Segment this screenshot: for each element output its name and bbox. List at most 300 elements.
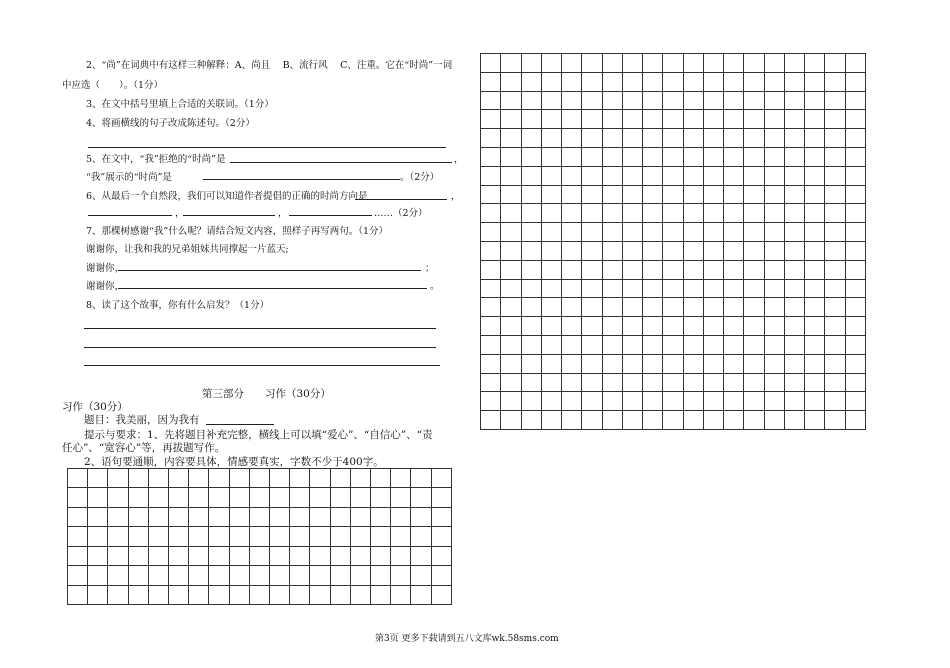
grid-cell[interactable] [764, 411, 784, 430]
grid-cell[interactable] [683, 298, 703, 317]
grid-cell[interactable] [825, 241, 845, 260]
grid-cell[interactable] [663, 204, 683, 223]
grid-cell[interactable] [784, 411, 804, 430]
grid-cell[interactable] [68, 507, 88, 526]
grid-cell[interactable] [562, 335, 582, 354]
grid-cell[interactable] [602, 204, 622, 223]
grid-cell[interactable] [602, 129, 622, 148]
grid-cell[interactable] [724, 260, 744, 279]
grid-cell[interactable] [562, 279, 582, 298]
grid-cell[interactable] [825, 166, 845, 185]
grid-cell[interactable] [541, 204, 561, 223]
grid-cell[interactable] [805, 317, 825, 336]
grid-cell[interactable] [663, 260, 683, 279]
grid-cell[interactable] [371, 585, 391, 604]
grid-cell[interactable] [663, 279, 683, 298]
grid-cell[interactable] [724, 279, 744, 298]
grid-cell[interactable] [845, 392, 866, 411]
grid-cell[interactable] [88, 469, 108, 488]
grid-cell[interactable] [805, 354, 825, 373]
grid-cell[interactable] [845, 354, 866, 373]
grid-cell[interactable] [521, 91, 541, 110]
grid-cell[interactable] [148, 566, 168, 585]
grid-cell[interactable] [148, 507, 168, 526]
grid-cell[interactable] [501, 72, 521, 91]
grid-cell[interactable] [562, 354, 582, 373]
grid-cell[interactable] [108, 507, 128, 526]
grid-cell[interactable] [764, 72, 784, 91]
grid-cell[interactable] [270, 546, 290, 565]
grid-cell[interactable] [148, 469, 168, 488]
grid-cell[interactable] [805, 373, 825, 392]
grid-cell[interactable] [521, 241, 541, 260]
grid-cell[interactable] [683, 317, 703, 336]
grid-cell[interactable] [744, 260, 764, 279]
grid-cell[interactable] [663, 317, 683, 336]
grid-cell[interactable] [703, 373, 723, 392]
grid-cell[interactable] [562, 241, 582, 260]
q7-answer-line-1[interactable] [118, 270, 421, 271]
grid-cell[interactable] [703, 204, 723, 223]
grid-cell[interactable] [350, 469, 370, 488]
grid-cell[interactable] [784, 204, 804, 223]
grid-cell[interactable] [825, 354, 845, 373]
grid-cell[interactable] [411, 585, 431, 604]
grid-cell[interactable] [784, 241, 804, 260]
grid-cell[interactable] [825, 72, 845, 91]
grid-cell[interactable] [724, 411, 744, 430]
grid-cell[interactable] [703, 110, 723, 129]
grid-cell[interactable] [663, 373, 683, 392]
grid-cell[interactable] [411, 546, 431, 565]
grid-cell[interactable] [663, 166, 683, 185]
grid-cell[interactable] [582, 241, 602, 260]
grid-cell[interactable] [411, 566, 431, 585]
grid-cell[interactable] [663, 392, 683, 411]
grid-cell[interactable] [541, 147, 561, 166]
grid-cell[interactable] [663, 354, 683, 373]
grid-cell[interactable] [68, 585, 88, 604]
grid-cell[interactable] [209, 469, 229, 488]
grid-cell[interactable] [663, 298, 683, 317]
grid-cell[interactable] [521, 298, 541, 317]
grid-cell[interactable] [683, 223, 703, 242]
grid-cell[interactable] [845, 185, 866, 204]
grid-cell[interactable] [845, 241, 866, 260]
grid-cell[interactable] [825, 260, 845, 279]
grid-cell[interactable] [724, 129, 744, 148]
grid-cell[interactable] [643, 411, 663, 430]
grid-cell[interactable] [501, 185, 521, 204]
grid-cell[interactable] [805, 91, 825, 110]
grid-cell[interactable] [622, 72, 642, 91]
grid-cell[interactable] [169, 507, 189, 526]
q8-answer-line-2[interactable] [84, 347, 436, 348]
grid-cell[interactable] [805, 166, 825, 185]
grid-cell[interactable] [249, 546, 269, 565]
grid-cell[interactable] [189, 507, 209, 526]
grid-cell[interactable] [249, 488, 269, 507]
grid-cell[interactable] [582, 335, 602, 354]
grid-cell[interactable] [703, 147, 723, 166]
grid-cell[interactable] [481, 392, 501, 411]
grid-cell[interactable] [784, 354, 804, 373]
grid-cell[interactable] [481, 129, 501, 148]
grid-cell[interactable] [562, 411, 582, 430]
grid-cell[interactable] [290, 507, 310, 526]
grid-cell[interactable] [501, 411, 521, 430]
grid-cell[interactable] [108, 566, 128, 585]
grid-cell[interactable] [582, 373, 602, 392]
grid-cell[interactable] [481, 411, 501, 430]
grid-cell[interactable] [663, 223, 683, 242]
grid-cell[interactable] [845, 110, 866, 129]
grid-cell[interactable] [169, 469, 189, 488]
grid-cell[interactable] [622, 373, 642, 392]
grid-cell[interactable] [805, 72, 825, 91]
grid-cell[interactable] [683, 373, 703, 392]
grid-cell[interactable] [764, 392, 784, 411]
grid-cell[interactable] [845, 223, 866, 242]
grid-cell[interactable] [703, 129, 723, 148]
grid-cell[interactable] [481, 373, 501, 392]
grid-cell[interactable] [845, 204, 866, 223]
grid-cell[interactable] [643, 91, 663, 110]
grid-cell[interactable] [724, 110, 744, 129]
grid-cell[interactable] [371, 566, 391, 585]
grid-cell[interactable] [805, 147, 825, 166]
grid-cell[interactable] [744, 411, 764, 430]
grid-cell[interactable] [582, 185, 602, 204]
grid-cell[interactable] [643, 317, 663, 336]
grid-cell[interactable] [602, 185, 622, 204]
grid-cell[interactable] [562, 298, 582, 317]
grid-cell[interactable] [602, 298, 622, 317]
grid-cell[interactable] [643, 260, 663, 279]
grid-cell[interactable] [845, 147, 866, 166]
grid-cell[interactable] [602, 260, 622, 279]
grid-cell[interactable] [784, 147, 804, 166]
grid-cell[interactable] [501, 110, 521, 129]
grid-cell[interactable] [805, 129, 825, 148]
grid-cell[interactable] [108, 546, 128, 565]
grid-cell[interactable] [602, 223, 622, 242]
grid-cell[interactable] [622, 185, 642, 204]
grid-cell[interactable] [643, 147, 663, 166]
grid-cell[interactable] [481, 110, 501, 129]
grid-cell[interactable] [270, 527, 290, 546]
grid-cell[interactable] [229, 546, 249, 565]
grid-cell[interactable] [431, 546, 451, 565]
grid-cell[interactable] [209, 566, 229, 585]
grid-cell[interactable] [310, 566, 330, 585]
grid-cell[interactable] [562, 204, 582, 223]
grid-cell[interactable] [764, 354, 784, 373]
grid-cell[interactable] [805, 223, 825, 242]
grid-cell[interactable] [562, 72, 582, 91]
grid-cell[interactable] [683, 147, 703, 166]
grid-cell[interactable] [521, 392, 541, 411]
grid-cell[interactable] [643, 373, 663, 392]
grid-cell[interactable] [310, 546, 330, 565]
grid-cell[interactable] [108, 527, 128, 546]
grid-cell[interactable] [128, 527, 148, 546]
grid-cell[interactable] [643, 166, 663, 185]
grid-cell[interactable] [602, 91, 622, 110]
grid-cell[interactable] [521, 72, 541, 91]
grid-cell[interactable] [683, 411, 703, 430]
grid-cell[interactable] [68, 546, 88, 565]
grid-cell[interactable] [582, 166, 602, 185]
grid-cell[interactable] [481, 185, 501, 204]
grid-cell[interactable] [744, 72, 764, 91]
grid-cell[interactable] [128, 469, 148, 488]
grid-cell[interactable] [744, 354, 764, 373]
grid-cell[interactable] [825, 223, 845, 242]
grid-cell[interactable] [784, 72, 804, 91]
grid-cell[interactable] [541, 91, 561, 110]
grid-cell[interactable] [541, 260, 561, 279]
grid-cell[interactable] [703, 354, 723, 373]
grid-cell[interactable] [784, 279, 804, 298]
grid-cell[interactable] [825, 204, 845, 223]
grid-cell[interactable] [724, 166, 744, 185]
grid-cell[interactable] [481, 91, 501, 110]
grid-cell[interactable] [724, 223, 744, 242]
grid-cell[interactable] [330, 527, 350, 546]
grid-cell[interactable] [643, 392, 663, 411]
grid-cell[interactable] [562, 260, 582, 279]
grid-cell[interactable] [501, 354, 521, 373]
grid-cell[interactable] [582, 129, 602, 148]
grid-cell[interactable] [541, 54, 561, 73]
grid-cell[interactable] [622, 54, 642, 73]
grid-cell[interactable] [229, 469, 249, 488]
grid-cell[interactable] [249, 527, 269, 546]
grid-cell[interactable] [683, 129, 703, 148]
grid-cell[interactable] [744, 185, 764, 204]
grid-cell[interactable] [784, 185, 804, 204]
grid-cell[interactable] [683, 279, 703, 298]
grid-cell[interactable] [521, 129, 541, 148]
grid-cell[interactable] [602, 72, 622, 91]
grid-cell[interactable] [350, 488, 370, 507]
grid-cell[interactable] [805, 279, 825, 298]
grid-cell[interactable] [371, 469, 391, 488]
grid-cell[interactable] [88, 566, 108, 585]
grid-cell[interactable] [481, 260, 501, 279]
grid-cell[interactable] [602, 166, 622, 185]
grid-cell[interactable] [108, 488, 128, 507]
grid-cell[interactable] [431, 585, 451, 604]
grid-cell[interactable] [724, 185, 744, 204]
grid-cell[interactable] [541, 110, 561, 129]
grid-cell[interactable] [744, 298, 764, 317]
grid-cell[interactable] [501, 241, 521, 260]
grid-cell[interactable] [764, 223, 784, 242]
grid-cell[interactable] [744, 110, 764, 129]
grid-cell[interactable] [764, 129, 784, 148]
grid-cell[interactable] [541, 335, 561, 354]
grid-cell[interactable] [643, 279, 663, 298]
grid-cell[interactable] [663, 110, 683, 129]
grid-cell[interactable] [845, 260, 866, 279]
grid-cell[interactable] [845, 72, 866, 91]
grid-cell[interactable] [805, 54, 825, 73]
grid-cell[interactable] [602, 110, 622, 129]
grid-cell[interactable] [744, 147, 764, 166]
grid-cell[interactable] [431, 507, 451, 526]
grid-cell[interactable] [622, 129, 642, 148]
q6-answer-line-4[interactable] [289, 215, 372, 216]
grid-cell[interactable] [825, 147, 845, 166]
grid-cell[interactable] [805, 335, 825, 354]
grid-cell[interactable] [622, 147, 642, 166]
grid-cell[interactable] [825, 91, 845, 110]
grid-cell[interactable] [209, 585, 229, 604]
grid-cell[interactable] [663, 129, 683, 148]
grid-cell[interactable] [229, 488, 249, 507]
grid-cell[interactable] [350, 507, 370, 526]
grid-cell[interactable] [845, 54, 866, 73]
grid-cell[interactable] [683, 335, 703, 354]
grid-cell[interactable] [582, 223, 602, 242]
grid-cell[interactable] [744, 91, 764, 110]
grid-cell[interactable] [391, 527, 411, 546]
grid-cell[interactable] [602, 147, 622, 166]
grid-cell[interactable] [724, 91, 744, 110]
q7-answer-line-2[interactable] [118, 288, 427, 289]
grid-cell[interactable] [764, 54, 784, 73]
grid-cell[interactable] [229, 585, 249, 604]
grid-cell[interactable] [744, 166, 764, 185]
grid-cell[interactable] [845, 279, 866, 298]
grid-cell[interactable] [724, 392, 744, 411]
essay-topic-blank[interactable] [206, 424, 274, 425]
grid-cell[interactable] [501, 392, 521, 411]
grid-cell[interactable] [744, 129, 764, 148]
grid-cell[interactable] [764, 335, 784, 354]
grid-cell[interactable] [784, 335, 804, 354]
grid-cell[interactable] [643, 110, 663, 129]
grid-cell[interactable] [270, 507, 290, 526]
grid-cell[interactable] [825, 298, 845, 317]
grid-cell[interactable] [643, 185, 663, 204]
grid-cell[interactable] [643, 129, 663, 148]
grid-cell[interactable] [68, 527, 88, 546]
grid-cell[interactable] [744, 392, 764, 411]
writing-grid-left[interactable] [67, 468, 452, 605]
grid-cell[interactable] [290, 546, 310, 565]
grid-cell[interactable] [521, 147, 541, 166]
grid-cell[interactable] [602, 317, 622, 336]
grid-cell[interactable] [148, 585, 168, 604]
grid-cell[interactable] [683, 241, 703, 260]
grid-cell[interactable] [845, 129, 866, 148]
grid-cell[interactable] [825, 317, 845, 336]
grid-cell[interactable] [189, 469, 209, 488]
grid-cell[interactable] [481, 279, 501, 298]
grid-cell[interactable] [582, 279, 602, 298]
grid-cell[interactable] [622, 110, 642, 129]
grid-cell[interactable] [845, 166, 866, 185]
grid-cell[interactable] [431, 469, 451, 488]
grid-cell[interactable] [845, 298, 866, 317]
grid-cell[interactable] [350, 566, 370, 585]
grid-cell[interactable] [290, 566, 310, 585]
grid-cell[interactable] [825, 392, 845, 411]
grid-cell[interactable] [541, 354, 561, 373]
grid-cell[interactable] [249, 469, 269, 488]
grid-cell[interactable] [602, 54, 622, 73]
grid-cell[interactable] [562, 91, 582, 110]
grid-cell[interactable] [703, 335, 723, 354]
grid-cell[interactable] [663, 54, 683, 73]
grid-cell[interactable] [481, 72, 501, 91]
grid-cell[interactable] [663, 72, 683, 91]
grid-cell[interactable] [724, 373, 744, 392]
grid-cell[interactable] [290, 469, 310, 488]
grid-cell[interactable] [501, 166, 521, 185]
grid-cell[interactable] [683, 354, 703, 373]
grid-cell[interactable] [501, 91, 521, 110]
grid-cell[interactable] [481, 204, 501, 223]
grid-cell[interactable] [764, 373, 784, 392]
grid-cell[interactable] [703, 260, 723, 279]
grid-cell[interactable] [845, 335, 866, 354]
grid-cell[interactable] [541, 223, 561, 242]
grid-cell[interactable] [371, 546, 391, 565]
grid-cell[interactable] [481, 223, 501, 242]
grid-cell[interactable] [764, 166, 784, 185]
grid-cell[interactable] [703, 317, 723, 336]
grid-cell[interactable] [290, 488, 310, 507]
grid-cell[interactable] [371, 488, 391, 507]
grid-cell[interactable] [521, 54, 541, 73]
grid-cell[interactable] [88, 546, 108, 565]
grid-cell[interactable] [582, 354, 602, 373]
writing-grid-right[interactable] [480, 53, 866, 430]
grid-cell[interactable] [643, 354, 663, 373]
grid-cell[interactable] [481, 54, 501, 73]
grid-cell[interactable] [683, 260, 703, 279]
grid-cell[interactable] [643, 72, 663, 91]
grid-cell[interactable] [602, 411, 622, 430]
grid-cell[interactable] [330, 585, 350, 604]
grid-cell[interactable] [784, 166, 804, 185]
grid-cell[interactable] [501, 129, 521, 148]
grid-cell[interactable] [825, 279, 845, 298]
grid-cell[interactable] [683, 54, 703, 73]
grid-cell[interactable] [703, 241, 723, 260]
grid-cell[interactable] [724, 54, 744, 73]
grid-cell[interactable] [411, 488, 431, 507]
grid-cell[interactable] [622, 354, 642, 373]
grid-cell[interactable] [744, 241, 764, 260]
grid-cell[interactable] [481, 147, 501, 166]
grid-cell[interactable] [148, 527, 168, 546]
grid-cell[interactable] [541, 411, 561, 430]
grid-cell[interactable] [330, 507, 350, 526]
grid-cell[interactable] [764, 91, 784, 110]
grid-cell[interactable] [622, 166, 642, 185]
grid-cell[interactable] [88, 585, 108, 604]
grid-cell[interactable] [209, 527, 229, 546]
grid-cell[interactable] [845, 411, 866, 430]
grid-cell[interactable] [663, 335, 683, 354]
grid-cell[interactable] [724, 241, 744, 260]
grid-cell[interactable] [582, 147, 602, 166]
